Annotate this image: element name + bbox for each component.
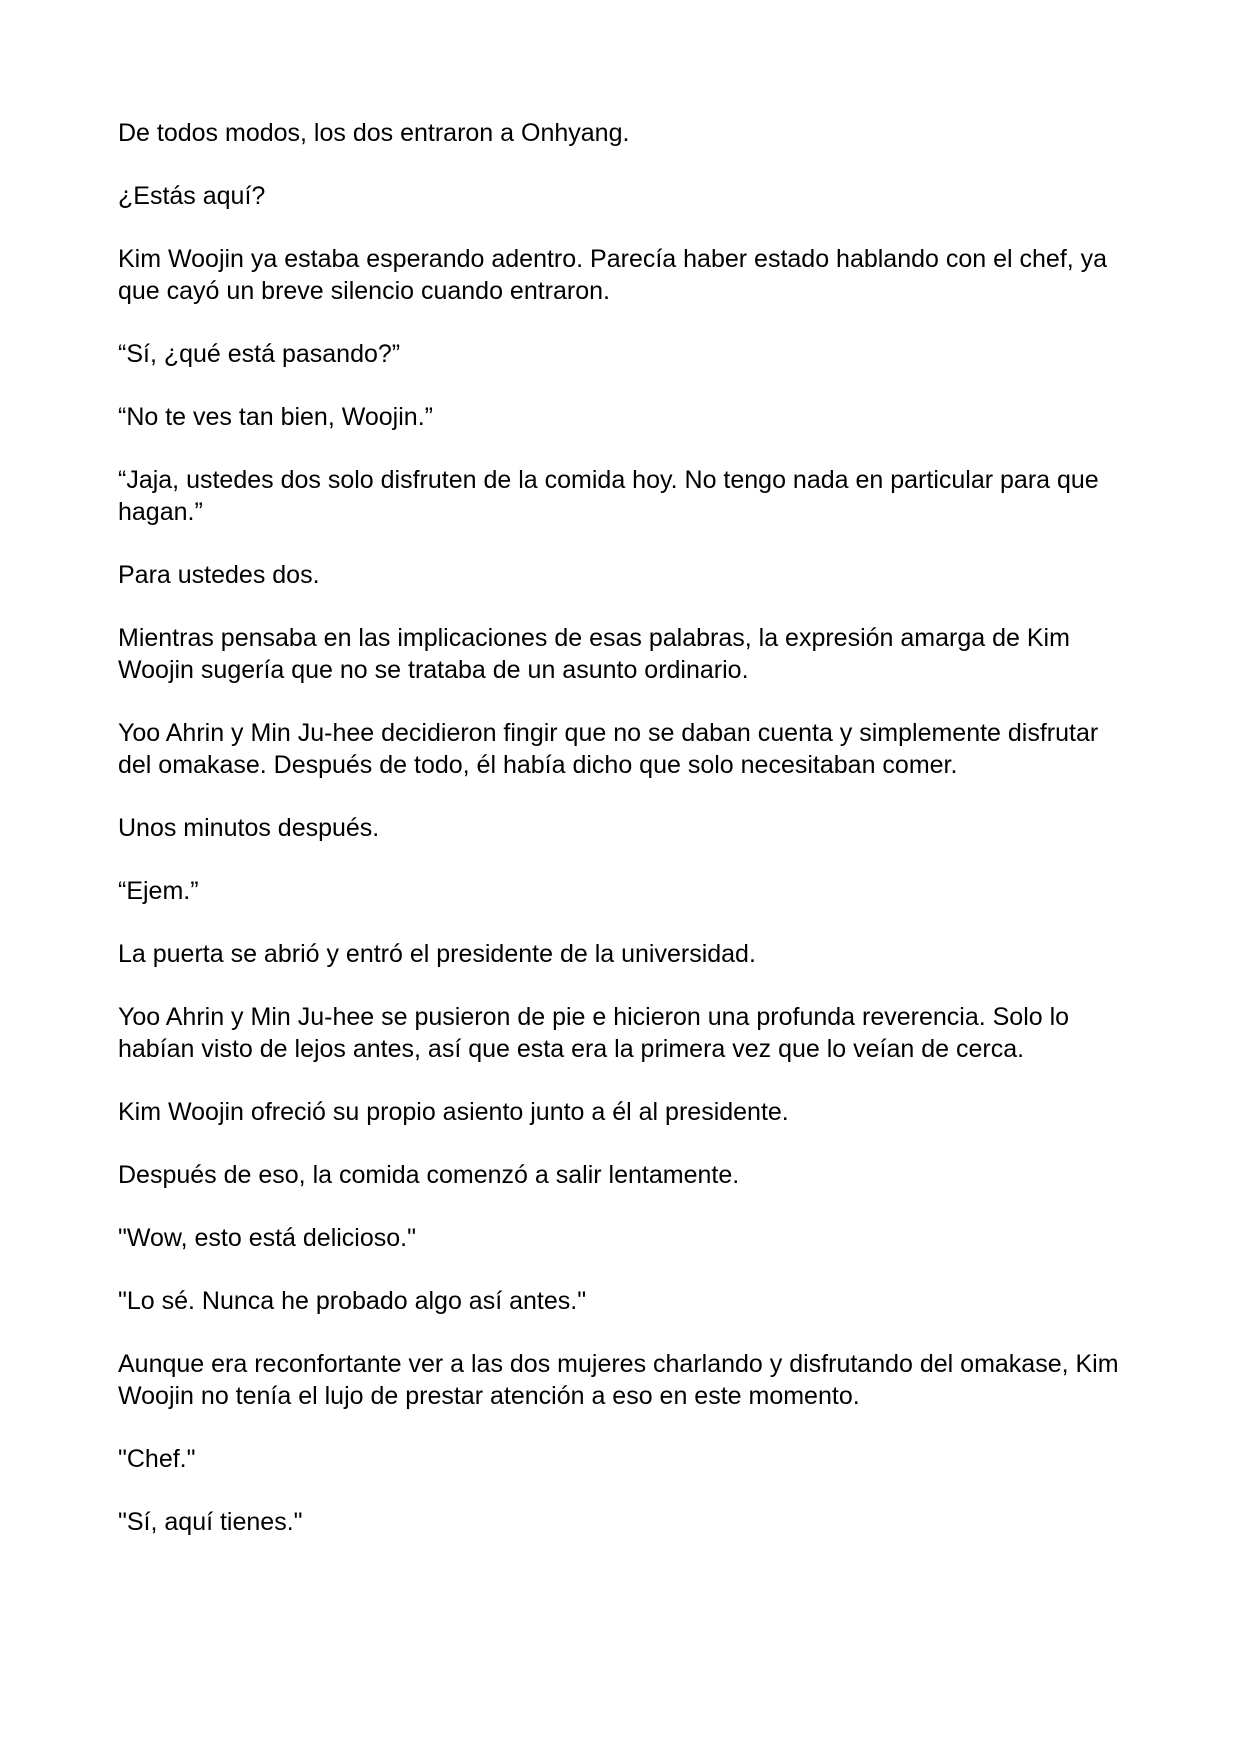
paragraph: "Chef." <box>118 1445 196 1473</box>
paragraph: Aunque era reconfortante ver a las dos mujeres charlando y disfrutando del omakase, Kim Woojin no tenía el lujo de prestar atención a eso en este momento. <box>118 1350 1119 1410</box>
paragraph: “Sí, ¿qué está pasando?” <box>118 340 401 368</box>
paragraph: "Wow, esto está delicioso." <box>118 1224 416 1252</box>
paragraph: Yoo Ahrin y Min Ju-hee se pusieron de pie e hicieron una profunda reverencia. Solo lo habían visto de lejos antes, así que esta era la primera vez que lo veían de cerca. <box>118 1003 1070 1063</box>
paragraph: ¿Estás aquí? <box>118 182 266 210</box>
paragraph: “Ejem.” <box>118 877 199 905</box>
paragraph: "Lo sé. Nunca he probado algo así antes." <box>118 1287 587 1315</box>
paragraph: Después de eso, la comida comenzó a salir lentamente. <box>118 1161 740 1189</box>
paragraph: Yoo Ahrin y Min Ju-hee decidieron fingir que no se daban cuenta y simplemente disfrutar del omakase. Después de todo, él había dicho que solo necesitaban comer. <box>118 719 1099 779</box>
paragraph: Para ustedes dos. <box>118 561 320 589</box>
paragraph: “Jaja, ustedes dos solo disfruten de la comida hoy. No tengo nada en particular para que hagan.” <box>118 466 1099 526</box>
paragraph: Kim Woojin ya estaba esperando adentro. Parecía haber estado hablando con el chef, ya que cayó un breve silencio cuando entraron. <box>118 245 1108 305</box>
paragraph: De todos modos, los dos entraron a Onhyang. <box>118 119 630 147</box>
paragraph: La puerta se abrió y entró el presidente de la universidad. <box>118 940 756 968</box>
document-page <box>118 117 1128 1569</box>
paragraph: Mientras pensaba en las implicaciones de esas palabras, la expresión amarga de Kim Woojin sugería que no se trataba de un asunto ordinario. <box>118 624 1070 684</box>
paragraph: Kim Woojin ofreció su propio asiento junto a él al presidente. <box>118 1098 789 1126</box>
paragraph: Unos minutos después. <box>118 814 380 842</box>
paragraph: “No te ves tan bien, Woojin.” <box>118 403 433 431</box>
paragraph: "Sí, aquí tienes." <box>118 1508 303 1536</box>
